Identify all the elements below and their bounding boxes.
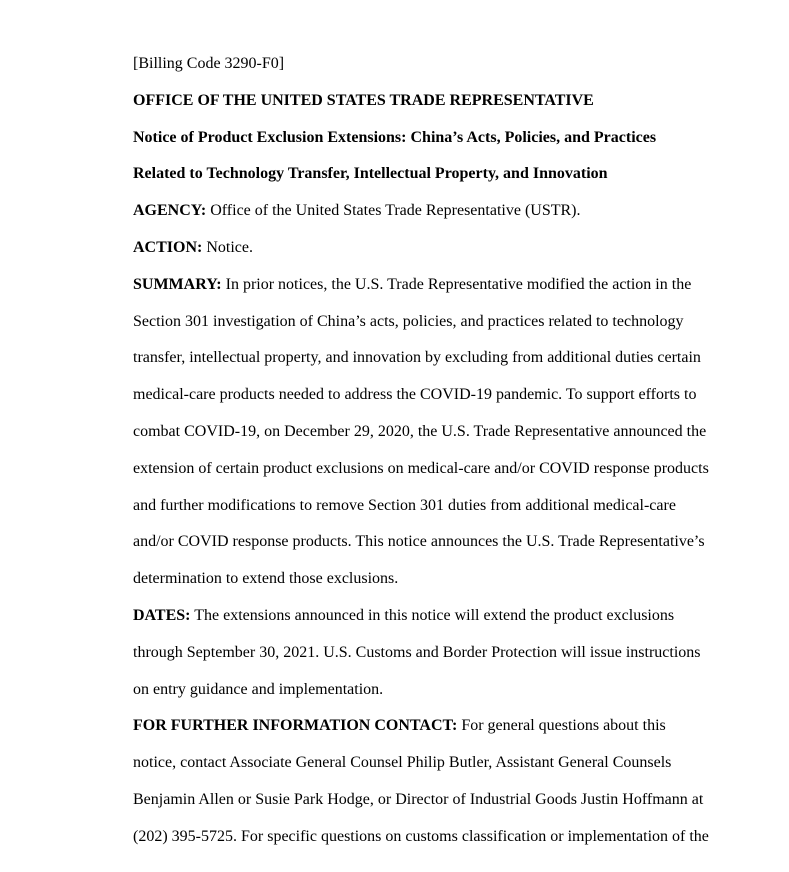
action-line (133, 230, 733, 267)
summary-label: SUMMARY: (133, 275, 222, 293)
dates-line: through September 30, 2021. U.S. Customs and Border Protection will issue instructions (133, 643, 701, 661)
dates-label: DATES: (133, 606, 191, 624)
summary-line: medical-care products needed to address the COVID-19 pandemic. To support efforts to (133, 386, 697, 404)
contact-line: Benjamin Allen or Susie Park Hodge, or Director of Industrial Goods Justin Hoffmann at (133, 790, 704, 808)
summary-line: transfer, intellectual property, and innovation by excluding from additional duties certain (133, 349, 701, 367)
action-label: ACTION: (133, 238, 203, 256)
notice-title-line-2: Related to Technology Transfer, Intellectual Property, and Innovation (133, 165, 608, 183)
summary-line: Section 301 investigation of China’s acts, policies, and practices related to technology (133, 312, 684, 330)
summary-line: determination to extend those exclusions. (133, 570, 399, 588)
contact-first-text: For general questions about this (457, 717, 666, 735)
contact-line: notice, contact Associate General Counsel Philip Butler, Assistant General Counsels (133, 754, 672, 772)
summary-line: extension of certain product exclusions on medical-care and/or COVID response products (133, 459, 709, 477)
summary-line: combat COVID-19, on December 29, 2020, the U.S. Trade Representative announced the (133, 422, 707, 440)
summary-first-text: In prior notices, the U.S. Trade Representative modified the action in the (221, 275, 692, 293)
agency-label: AGENCY: (133, 202, 207, 220)
summary-line-1 (133, 267, 733, 304)
contact-line-1 (133, 708, 733, 745)
agency-line (133, 193, 733, 230)
notice-title-line-1: Notice of Product Exclusion Extensions: China’s Acts, Policies, and Practices (133, 128, 657, 146)
office-heading: OFFICE OF THE UNITED STATES TRADE REPRESENTATIVE (133, 91, 594, 109)
summary-line: and/or COVID response products. This notice announces the U.S. Trade Representative’s (133, 533, 705, 551)
agency-text: Office of the United States Trade Representative (USTR). (206, 202, 581, 220)
contact-label: FOR FURTHER INFORMATION CONTACT: (133, 717, 458, 735)
action-text: Notice. (202, 238, 253, 256)
dates-line-1 (133, 598, 733, 635)
billing-code: [Billing Code 3290-F0] (133, 55, 285, 72)
contact-line: (202) 395-5725. For specific questions on customs classification or implementation of the (133, 827, 709, 845)
dates-line: on entry guidance and implementation. (133, 680, 384, 698)
dates-first-text: The extensions announced in this notice will extend the product exclusions (190, 606, 675, 624)
summary-line: and further modifications to remove Section 301 duties from additional medical-care (133, 496, 676, 514)
document-page (133, 46, 733, 856)
